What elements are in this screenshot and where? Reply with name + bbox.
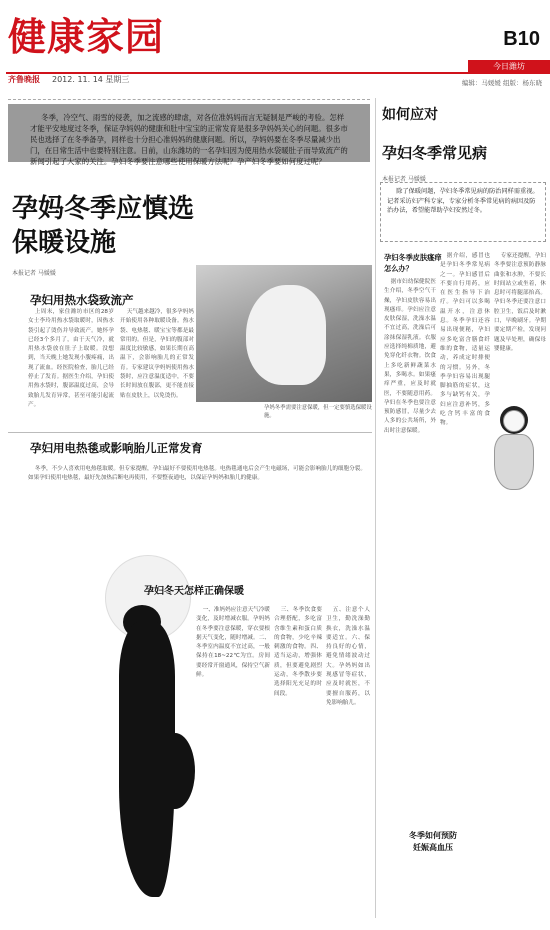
pregnant-silhouette-illustration xyxy=(105,555,191,905)
headline-line-2: 保暖设施 xyxy=(12,228,117,258)
pregnant-woman-photo xyxy=(196,265,372,402)
section-3-col-2: 三、冬季饮食要合理搭配，多吃富含维生素和蛋白质的食物，少吃辛辣刺激的食物。四、适当运动，增强体质，但要避免剧烈运动，冬季散步要选择阳光充足的时间段。 xyxy=(274,607,322,697)
main-byline: 本报记者 马媛媛 xyxy=(12,270,56,277)
section-1-col-2: 天气越来越冷，很多孕妈妈开始使用各种取暖设备。热水袋、电热毯、暖宝宝等都是最常用的。但是，孕妇的腹部对温度比较敏感，如果长期在高温下，会影响胎儿的正常发育。专家建议孕妈妈使用热水袋时，应注意温度适中，不要长时间放在腹部，更不能直接贴在皮肤上，以免烫伤。 xyxy=(120,309,194,399)
intro-text: 冬季，冷空气、雨雪的侵袭，加之流感的肆虐，对各位准妈妈而言无疑制是严峻的考验。怎样才能平安地度过冬季，保证孕妈妈的健康和肚中宝宝的正常发育是很多孕妈妈关心的问题。很多市民也选择了在冬季备孕，同样也十分担心准妈妈的健康问题。所以，孕妈妈要在冬季尽量减少出门，在日常生活中也要特别注意。日前，山东潍坊的一名孕妇因为使用热水袋暖肚子而导致流产的新闻引起了大家的关注。孕妇冬季要注意哪些使用保暖方法呢？孕产妇冬季要如何度过呢？ xyxy=(30,113,348,166)
right-col-1-body: 据市妇幼保健院医生介绍，冬季空气干燥，孕妇皮肤容易出现瘙痒。孕妇应注意皮肤保湿，洗澡水温不宜过高，洗澡后可涂抹保湿乳液。衣服应选择纯棉质地，避免穿化纤衣物。饮食上多吃新鲜蔬菜水果，多喝水。如果瘙痒严重，应及时就医，不要随意用药。孕妇在冬季也要注意预防感冒，尽量少去人多的公共场所，外出时注意保暖。 xyxy=(384,279,436,434)
right-col-2-body: 据介绍，感冒也是孕妇冬季常见病之一。孕妇感冒后不要自行用药，应在医生指导下治疗。孕妇可以多喝温开水，注意休息。冬季孕妇还容易出现便秘，孕妇应多吃富含膳食纤维的食物，适量运动，养成定时排便的习惯。另外，冬季孕妇容易出现腿脚抽筋的症状，这多与缺钙有关，孕妇应注意补钙，多吃含钙丰富的食物。 xyxy=(440,253,490,427)
editors-line: 编辑：马媛媛 组版：杨东晓 xyxy=(461,79,542,87)
intro-dash-rule xyxy=(8,99,370,100)
side-caption xyxy=(390,830,476,854)
intro-box xyxy=(8,104,370,166)
section-1-title: 孕妇用热水袋致流产 xyxy=(30,293,134,307)
right-intro-box xyxy=(380,182,546,242)
section-3-col-1: 一、准妈妈应注意天气冷暖变化，及时增减衣服。孕妈妈在冬季要注意保暖，穿衣要根据天气变化，随时增减。二、冬季室内温度不宜过高，一般保持在18~22℃为宜。房间要经常开窗通风，保持空气新鲜。 xyxy=(196,607,270,679)
right-headline-2: 孕妇冬季常见病 xyxy=(382,144,488,162)
issue-date: 2012. 11. 14 星期三 xyxy=(52,75,130,84)
section-3-col-3: 五、注意个人卫生，勤洗澡勤换衣，洗澡水温要适宜。六、保持良好的心情，避免情绪波动过大。孕妈妈如出现感冒等症状，应及时就医，不要擅自服药，以免影响胎儿。 xyxy=(326,607,370,706)
right-col-3-body: 专家还提醒，孕妇冬季要注意预防静脉曲张和水肿，不要长时间站立或坐着，休息时可将腿部抬高。孕妇冬季还要注意口腔卫生，饭后及时漱口，早晚刷牙。孕期要定期产检，发现问题及早处理，确保母婴健康。 xyxy=(494,253,546,352)
photo-caption: 孕妈冬季需要注意保暖，但一定要慎选保暖设施。 xyxy=(264,405,372,420)
paper-name: 齐鲁晚报 xyxy=(8,75,40,84)
section-tag: 今日潍坊 xyxy=(468,60,550,73)
masthead-title: 健康家园 xyxy=(8,14,165,59)
right-byline: 本报记者 马媛媛 xyxy=(382,176,426,183)
right-intro-text: 除了保暖问题，孕妇冬季常见病的防治同样需重视。记者采访妇产科专家，专家分析冬季常见病的病因及防治办法，希望能帮助孕妇安然过冬。 xyxy=(387,188,539,215)
side-caption-line-1: 冬季如何预防 xyxy=(409,831,457,840)
right-headline-1: 如何应对 xyxy=(382,107,438,123)
section-2-title: 孕妇用电热毯或影响胎儿正常发育 xyxy=(30,441,203,455)
side-caption-line-2: 妊娠高血压 xyxy=(413,843,453,852)
cartoon-pregnant-woman-illustration xyxy=(484,398,544,496)
section-2-body: 冬季，不少人喜欢用电热毯取暖。但专家提醒，孕妇最好不要使用电热毯。电热毯通电后会产生电磁场，可能会影响胎儿的细胞分裂。如果孕妇使用电热毯，最好先加热后断电再使用，不要整夜通电，以保证孕妈妈和胎儿的健康。 xyxy=(28,466,366,482)
section-divider xyxy=(8,432,372,433)
page-number: B10 xyxy=(503,28,540,50)
main-headline xyxy=(12,192,332,260)
headline-line-1: 孕妈冬季应慎选 xyxy=(12,194,195,224)
section-1-col-1: 上周末，家住潍坊市区的28岁女士李玲用热水袋取暖时，因热水袋引起了烫伤并导致流产。她怀孕已经3个多月了，由于天气冷，就用热水袋放在肚子上取暖。没想到，当天晚上她发现小腹疼痛，出现了流血。经医院检查，胎儿已经停止了发育。据医生介绍，孕妇使用热水袋时，腹部温度过高，会导致胎儿发育异常，甚至可能引起流产。 xyxy=(28,309,114,408)
question-1-heading: 孕妇冬季皮肤瘙痒怎么办？ xyxy=(384,253,442,273)
column-divider xyxy=(375,98,376,918)
section-3-title: 孕妇冬天怎样正确保暖 xyxy=(144,586,244,597)
